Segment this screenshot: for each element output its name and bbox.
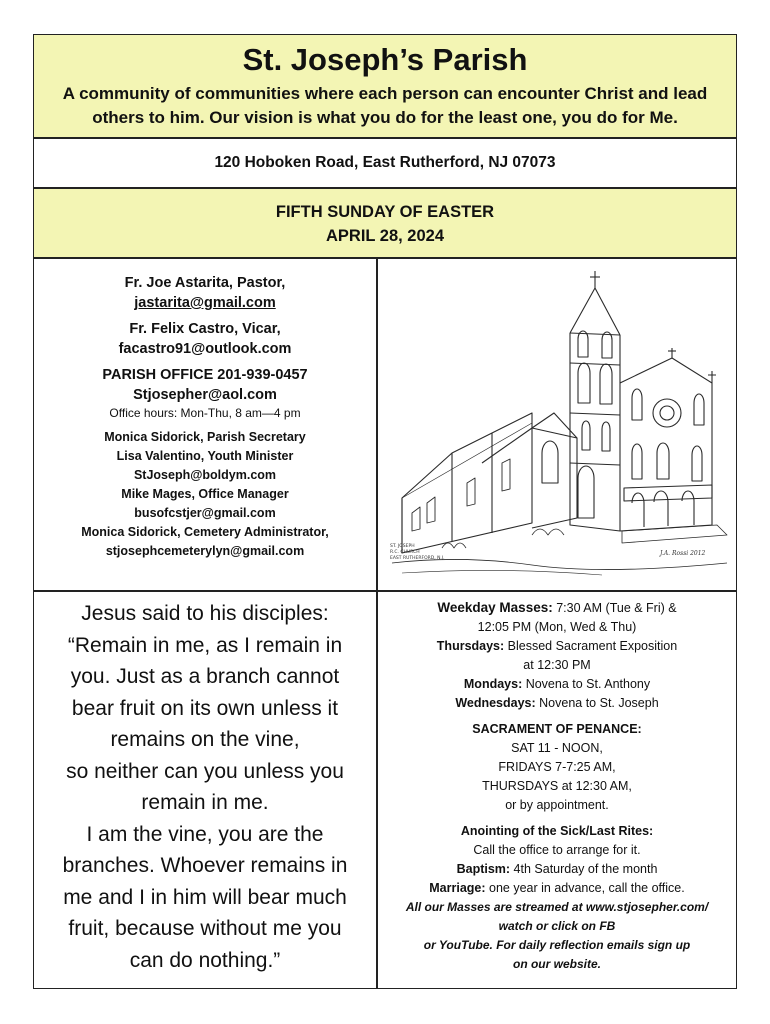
thursdays-text-2: at 12:30 PM	[523, 658, 591, 672]
baptism-line	[378, 860, 736, 879]
scripture-line: can do nothing.”	[129, 948, 281, 972]
mondays-line	[378, 675, 736, 694]
penance-line: SAT 11 - NOON,	[511, 741, 603, 755]
staff-line: Monica Sidorick, Parish Secretary	[104, 430, 306, 444]
pastor-email[interactable]: jastarita@gmail.com	[134, 295, 276, 311]
scripture-line: so neither can you unless you	[66, 759, 344, 783]
thursdays-line	[378, 637, 736, 656]
scripture-box	[33, 591, 377, 989]
anointing-text: Call the office to arrange for it.	[473, 843, 641, 857]
scripture-passage	[34, 592, 376, 976]
staff-line: Mike Mages, Office Manager	[121, 487, 289, 501]
svg-text:J.A. Rossi 2012: J.A. Rossi 2012	[660, 550, 706, 557]
mass-schedule	[377, 591, 737, 989]
scripture-line: branches. Whoever remains in	[62, 854, 348, 877]
parish-header	[33, 34, 737, 138]
parish-address: 120 Hoboken Road, East Rutherford, NJ 07073	[214, 154, 556, 171]
scripture-line: you. Just as a branch cannot	[70, 665, 340, 688]
pastor-name: Fr. Joe Astarita, Pastor,	[124, 275, 286, 291]
staff-email[interactable]: StJoseph@boldym.com	[133, 468, 277, 482]
parish-tagline: A community of communities where each person can encounter Christ and lead others to him. Our vision is what you do for the least one, you do for Me.	[62, 84, 708, 127]
scripture-line: fruit, because without me you	[68, 917, 342, 940]
parish-name: St. Joseph’s Parish	[242, 42, 528, 77]
staff-email[interactable]: stjosephcemeterylyn@gmail.com	[105, 544, 305, 558]
scripture-line: me and I in him will bear much	[63, 885, 347, 909]
streaming-line: watch or click on FB	[498, 919, 616, 933]
weekday-masses	[378, 598, 736, 618]
weekday-label: Weekday Masses:	[437, 600, 553, 615]
penance-title: SACRAMENT OF PENANCE:	[472, 722, 642, 736]
scripture-line: Jesus said to his disciples:	[81, 602, 329, 625]
scripture-line: remains on the vine,	[110, 728, 300, 751]
staff-line: Lisa Valentino, Youth Minister	[116, 449, 294, 463]
mondays-text: Novena to St. Anthony	[522, 677, 651, 691]
staff-email[interactable]: busofcstjer@gmail.com	[134, 506, 276, 520]
weekday-text-2: 12:05 PM (Mon, Wed & Thu)	[477, 620, 637, 634]
staff-line: Monica Sidorick, Cemetery Administrator,	[81, 525, 329, 539]
penance-line: THURSDAYS at 12:30 AM,	[482, 779, 632, 793]
church-illustration-box	[377, 258, 737, 591]
anointing-title: Anointing of the Sick/Last Rites:	[460, 824, 654, 838]
baptism-label: Baptism:	[456, 862, 511, 876]
scripture-line: bear fruit on its own unless it	[71, 696, 339, 720]
church-drawing-icon	[382, 263, 732, 586]
scripture-line: I am the vine, you are the	[86, 822, 324, 846]
streaming-line[interactable]: All our Masses are streamed at www.stjosepher.com/	[405, 900, 709, 914]
svg-text:ST. JOSEPH: ST. JOSEPH	[390, 544, 415, 549]
wednesdays-line	[378, 694, 736, 713]
sunday-date: APRIL 28, 2024	[325, 227, 444, 245]
weekday-text: 7:30 AM (Tue & Fri) &	[552, 601, 677, 615]
thursdays-label: Thursdays:	[436, 639, 505, 653]
penance-line: FRIDAYS 7-7:25 AM,	[498, 760, 616, 774]
svg-text:R.C. CHURCH: R.C. CHURCH	[390, 550, 420, 555]
address-box	[33, 138, 737, 188]
streaming-line: or YouTube. For daily reflection emails sign up	[423, 938, 691, 952]
office-email[interactable]: Stjosepher@aol.com	[133, 387, 277, 403]
svg-text:EAST RUTHERFORD, N.J.: EAST RUTHERFORD, N.J.	[390, 556, 445, 561]
scripture-line: remain in me.	[141, 791, 269, 814]
baptism-text: 4th Saturday of the month	[510, 862, 658, 876]
office-hours: Office hours: Mon-Thu, 8 am—4 pm	[109, 406, 301, 420]
sunday-title: FIFTH SUNDAY OF EASTER	[275, 203, 495, 221]
thursdays-text: Blessed Sacrament Exposition	[504, 639, 678, 653]
marriage-label: Marriage:	[429, 881, 486, 895]
scripture-line: “Remain in me, as I remain in	[67, 633, 343, 657]
marriage-text: one year in advance, call the office.	[485, 881, 685, 895]
mondays-label: Mondays:	[463, 677, 523, 691]
wednesdays-text: Novena to St. Joseph	[535, 696, 659, 710]
wednesdays-label: Wednesdays:	[455, 696, 536, 710]
date-box	[33, 188, 737, 258]
staff-directory	[33, 258, 377, 591]
vicar-name: Fr. Felix Castro, Vicar,	[129, 321, 281, 337]
streaming-line: on our website.	[512, 957, 601, 971]
vicar-email[interactable]: facastro91@outlook.com	[118, 341, 292, 357]
marriage-line	[378, 879, 736, 898]
office-phone: PARISH OFFICE 201-939-0457	[102, 367, 308, 383]
penance-line: or by appointment.	[505, 798, 609, 812]
